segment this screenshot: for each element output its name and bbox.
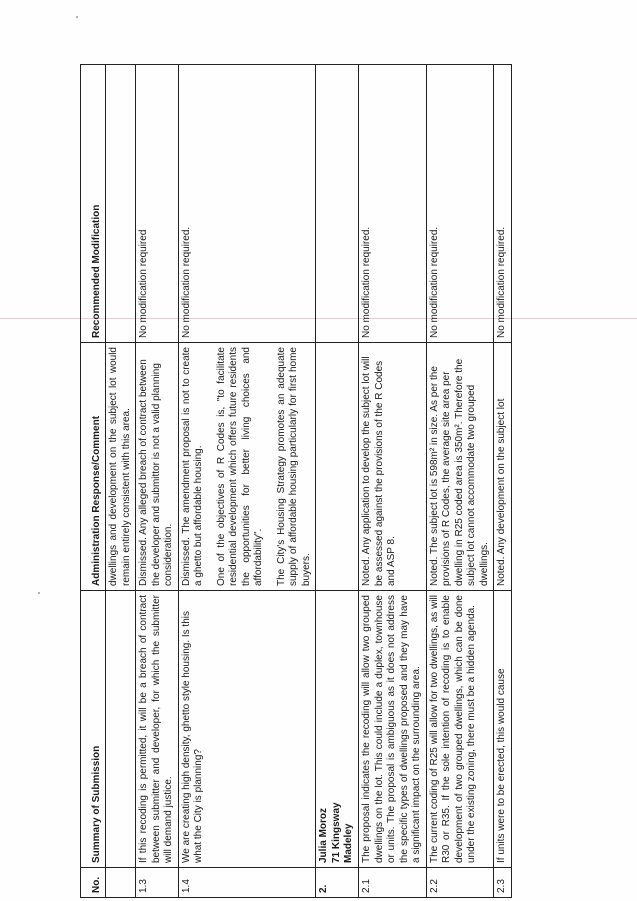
row-modification: No modification required. [494,65,512,343]
row-number: 2.1 [359,868,427,898]
submitter-name: Julia Moroz [318,807,329,863]
row-number: 2.3 [494,868,512,898]
table-row [106,65,136,898]
row-modification: No modification required. [359,65,427,343]
row-modification: No modification required. [178,65,316,343]
table-row [136,65,179,898]
submitter-suburb: Madeley [343,823,354,863]
rotated-document-page [80,65,540,898]
row-number: 2. [316,868,359,898]
row-response [494,343,512,591]
row-modification [106,65,136,343]
table-row [359,65,427,898]
scan-speck [76,16,78,18]
scan-speck [38,592,40,594]
header-response: Administration Response/Comment [81,343,106,591]
table-row [426,65,494,898]
row-modification: No modification required [136,65,179,343]
row-number: 1.3 [136,868,179,898]
row-summary [106,591,136,868]
row-response [359,343,427,591]
row-summary: If units were to be erected, this would cause [494,591,512,868]
row-modification [316,65,359,343]
row-modification: No modification required. [426,65,494,343]
submitter-street: 71 Kingsway [330,802,342,863]
table-header-row [81,65,106,898]
response-paragraph: One of the objectives of R Codes is, "to facilitate residential development which offers future residents the opportunities for better living choices and affordability". [215,347,264,586]
header-summary: Summary of Submission [81,591,106,868]
response-paragraph: Noted. The subject lot is 598m² in size. As per the provisions of R Codes, the average site area per dwelling in R25 coded area is 350m². Therefore the subject lot cannot accommodate two grouped dwellings. [428,358,490,586]
submissions-table [80,64,512,898]
row-number [106,868,136,898]
row-summary: The current coding of R25 will allow for two dwellings, as will R30 or R35. If the sole intention of recoding is to enable development of two grouped dwellings, which can be done under the existing zoning, there must be a hidden agenda. [426,591,494,868]
response-paragraph: Dismissed. Any alleged breach of contract between the developer and submittor is not a valid planning consideration. [138,359,174,586]
response-paragraph: dwellings and development on the subject lot would remain entirely consistent with this area. [108,347,132,586]
header-modification: Recommended Modification [81,65,106,343]
table-row [178,65,316,898]
response-paragraph: Noted. Any application to develop the subject lot will be assessed against the provisions of the R Codes and ASP 8. [361,356,397,586]
table-row [494,65,512,898]
row-response [106,343,136,591]
response-paragraph: Dismissed. The amendment proposal is not to create a ghetto but affordable housing. [180,347,204,586]
row-response [178,343,316,591]
response-paragraph: The City's Housing Strategy promotes an adequate supply of affordable housing particularly for first home buyers. [275,347,312,586]
row-summary: The proposal indicates the recoding will allow two grouped dwellings on the lot. This could include a duplex, townhouse or units. The proposal is ambiguous as it does not address the specific types of dwellings proposed and they may have a significant impact on the surrounding area. [359,591,427,868]
submitter-row [316,65,359,898]
header-no: No. [81,868,106,898]
response-paragraph: Noted. Any development on the subject lot [496,398,507,586]
row-response [426,343,494,591]
row-number: 2.2 [426,868,494,898]
row-response [136,343,179,591]
submitter-details [316,591,359,868]
row-summary: If this recoding is permitted, it will be a breach of contract between submitter and developer, for which the submitter will demand justice. [136,591,179,868]
row-response [316,343,359,591]
row-summary: We are creating high density, ghetto style housing. Is this what the City is planning? [178,591,316,868]
row-number: 1.4 [178,868,316,898]
